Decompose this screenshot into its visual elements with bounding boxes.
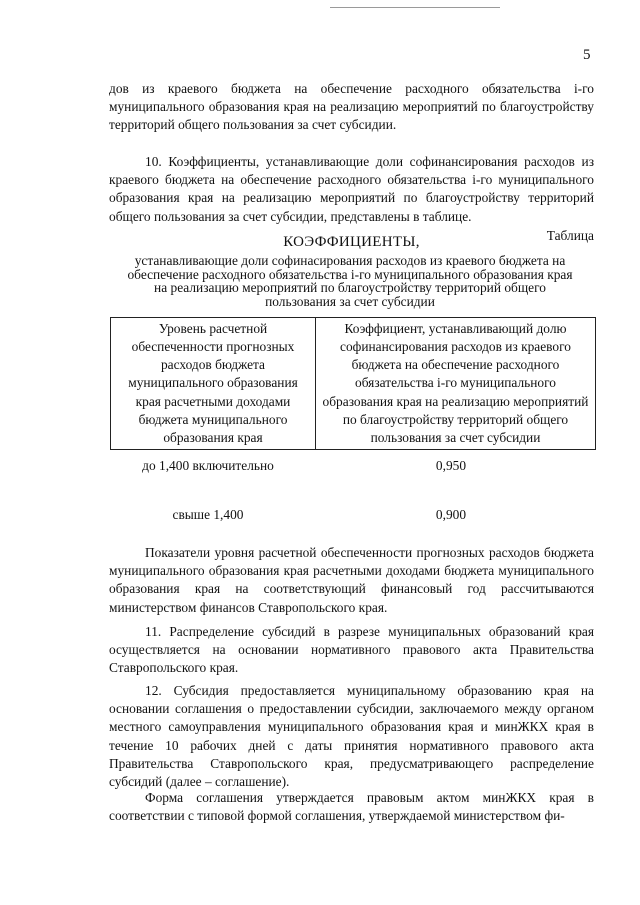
- table-cell-coefficient: 0,900: [435, 507, 467, 522]
- paragraph-agreement-form: Форма соглашения утверждается правовым актом минЖКХ края в соответствии с типовой формой соглашения, утверждаемой министерством фи-: [109, 790, 594, 824]
- table-cell-coefficient: 0,950: [435, 458, 467, 473]
- page-number: 5: [583, 47, 591, 63]
- paragraph-continuation: дов из краевого бюджета на обеспечение расходного обязательства i-го муниципального образования края на реализацию мероприятий по благоустройству территорий общего пользования за счет субсидии.: [109, 81, 594, 133]
- paragraph-12: 12. Субсидия предоставляется муниципальному образованию края на основании соглашения о предоставлении субсидии, заключаемого между органом местного самоуправления муниципального образования края и минЖКХ края в течение 10 рабочих дней с даты принятия нормативного правового акта Правительства Ставропольского края, предусматривающего распределение субсидий (далее – соглашение).: [109, 683, 594, 790]
- table-cell-level: свыше 1,400: [172, 507, 244, 522]
- table-subtitle: устанавливающие доли софинасирования расходов из краевого бюджета на обеспечение расходного обязательства i-го муниципального образования края на реализацию мероприятий по благоустройству территорий общего пользования за счет субсидии: [127, 253, 573, 309]
- top-rule: [330, 7, 500, 8]
- table-header-coefficient: Коэффициент, устанавливающий долю софинансирования расходов из краевого бюджета на обеспечение расходного обязательства i-го муниципального образования края на реализацию мероприятий по благоустройству территорий общего пользования за счет субсидии: [322, 320, 589, 445]
- paragraph-10: 10. Коэффициенты, устанавливающие доли софинансирования расходов из краевого бюджета на обеспечение расходного обязательства i-го муниципального образования края на реализацию мероприятий по благоустройству территорий общего пользования за счет субсидии, представлены в таблице.: [109, 154, 594, 224]
- paragraph-indicators: Показатели уровня расчетной обеспеченности прогнозных расходов бюджета муниципального образования края расчетными доходами бюджета муниципального образования края на соответствующий финансовый год рассчитываются министерством финансов Ставропольского края.: [109, 545, 594, 615]
- table-label: Таблица: [546, 228, 594, 243]
- table-title: КОЭФФИЦИЕНТЫ,: [283, 234, 420, 250]
- table-row: [110, 506, 596, 524]
- paragraph-11: 11. Распределение субсидий в разрезе муниципальных образований края осуществляется на основании нормативного правового акта Правительства Ставропольского края.: [109, 624, 594, 676]
- table-cell-level: до 1,400 включительно: [142, 458, 274, 473]
- table-header-level: Уровень расчетной обеспеченности прогнозных расходов бюджета муниципального образования края расчетными доходами бюджета муниципального образования края: [111, 318, 316, 449]
- table-row: [110, 457, 596, 475]
- coefficients-table-header: [110, 317, 596, 450]
